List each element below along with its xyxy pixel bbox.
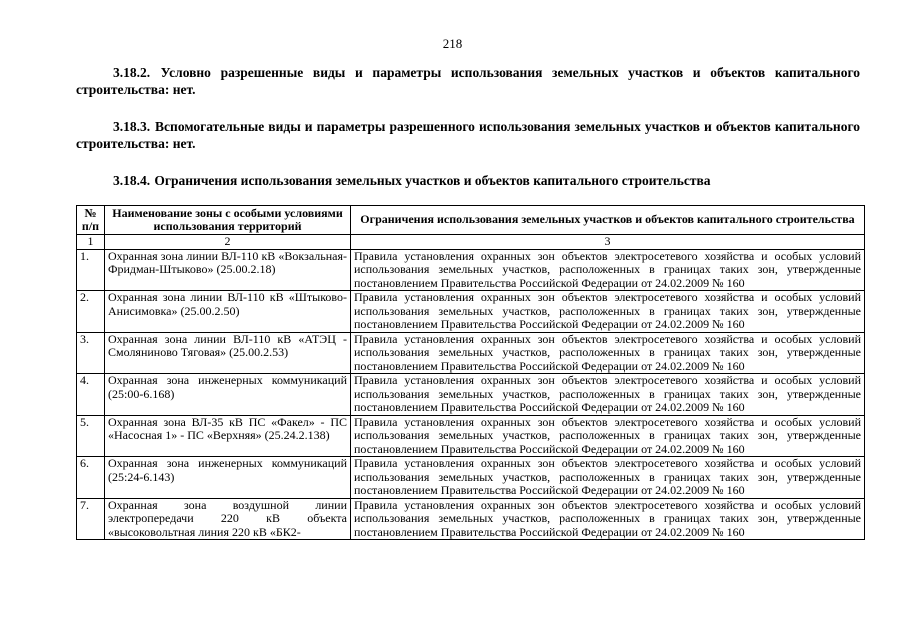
index-cell: 1: [77, 235, 105, 250]
row-number: 1.: [77, 249, 105, 291]
table-row: [77, 415, 865, 457]
row-number: 5.: [77, 415, 105, 457]
index-cell: 3: [351, 235, 865, 250]
table-row: [77, 457, 865, 499]
row-number: 2.: [77, 291, 105, 333]
header-zone: Наименование зоны с особыми условиями использования территорий: [105, 206, 351, 235]
zone-name: Охранная зона линии ВЛ-110 кВ «Штыково-Анисимовка» (25.00.2.50): [105, 291, 351, 333]
restriction-text: Правила установления охранных зон объектов электросетевого хозяйства и особых условий использования земельных участков, расположенных в границах таких зон, утвержденные постановлением Правительства Российской Федерации от 24.02.2009 № 160: [351, 498, 865, 540]
restriction-text: Правила установления охранных зон объектов электросетевого хозяйства и особых условий использования земельных участков, расположенных в границах таких зон, утвержденные постановлением Правительства Российской Федерации от 24.02.2009 № 160: [351, 457, 865, 499]
zone-name: Охранная зона воздушной линии электропередачи 220 кВ объекта «высоковольтная линия 220 кВ «БК2-: [105, 498, 351, 540]
section-3-18-3: [76, 118, 860, 152]
table-row: [77, 332, 865, 374]
restriction-text: Правила установления охранных зон объектов электросетевого хозяйства и особых условий использования земельных участков, расположенных в границах таких зон, утвержденные постановлением Правительства Российской Федерации от 24.02.2009 № 160: [351, 291, 865, 333]
table-row: [77, 291, 865, 333]
header-restriction: Ограничения использования земельных участков и объектов капитального строительства: [351, 206, 865, 235]
zone-name: Охранная зона ВЛ-35 кВ ПС «Факел» - ПС «Насосная 1» - ПС «Верхняя» (25.24.2.138): [105, 415, 351, 457]
section-3-18-4: [76, 172, 860, 189]
zone-name: Охранная зона инженерных коммуникаций (25:24-6.143): [105, 457, 351, 499]
restrictions-table: [76, 205, 865, 540]
section-title: Вспомогательные виды и параметры разрешенного использования земельных участков и объектов капитального строительства: нет.: [76, 119, 860, 151]
header-num: № п/п: [77, 206, 105, 235]
section-number: 3.18.2.: [113, 65, 151, 80]
page-number: 218: [442, 36, 463, 51]
section-title: Условно разрешенные виды и параметры использования земельных участков и объектов капитального строительства: нет.: [76, 65, 861, 97]
section-title: Ограничения использования земельных участков и объектов капитального строительства: [154, 173, 711, 188]
row-number: 6.: [77, 457, 105, 499]
section-number: 3.18.3.: [113, 119, 151, 134]
table-header-row: [77, 206, 865, 235]
section-3-18-2: [76, 64, 860, 98]
zone-name: Охранная зона инженерных коммуникаций (25:00-6.168): [105, 374, 351, 416]
restriction-text: Правила установления охранных зон объектов электросетевого хозяйства и особых условий использования земельных участков, расположенных в границах таких зон, утвержденные постановлением Правительства Российской Федерации от 24.02.2009 № 160: [351, 415, 865, 457]
index-cell: 2: [105, 235, 351, 250]
table-row: [77, 498, 865, 540]
zone-name: Охранная зона линии ВЛ-110 кВ «АТЭЦ - Смоляниново Тяговая» (25.00.2.53): [105, 332, 351, 374]
table-row: [77, 374, 865, 416]
zone-name: Охранная зона линии ВЛ-110 кВ «Вокзальная-Фридман-Штыково» (25.00.2.18): [105, 249, 351, 291]
row-number: 4.: [77, 374, 105, 416]
row-number: 3.: [77, 332, 105, 374]
column-index-row: [77, 235, 865, 250]
restriction-text: Правила установления охранных зон объектов электросетевого хозяйства и особых условий использования земельных участков, расположенных в границах таких зон, утвержденные постановлением Правительства Российской Федерации от 24.02.2009 № 160: [351, 332, 865, 374]
restriction-text: Правила установления охранных зон объектов электросетевого хозяйства и особых условий использования земельных участков, расположенных в границах таких зон, утвержденные постановлением Правительства Российской Федерации от 24.02.2009 № 160: [351, 249, 865, 291]
table-row: [77, 249, 865, 291]
row-number: 7.: [77, 498, 105, 540]
section-number: 3.18.4.: [113, 173, 151, 188]
restriction-text: Правила установления охранных зон объектов электросетевого хозяйства и особых условий использования земельных участков, расположенных в границах таких зон, утвержденные постановлением Правительства Российской Федерации от 24.02.2009 № 160: [351, 374, 865, 416]
